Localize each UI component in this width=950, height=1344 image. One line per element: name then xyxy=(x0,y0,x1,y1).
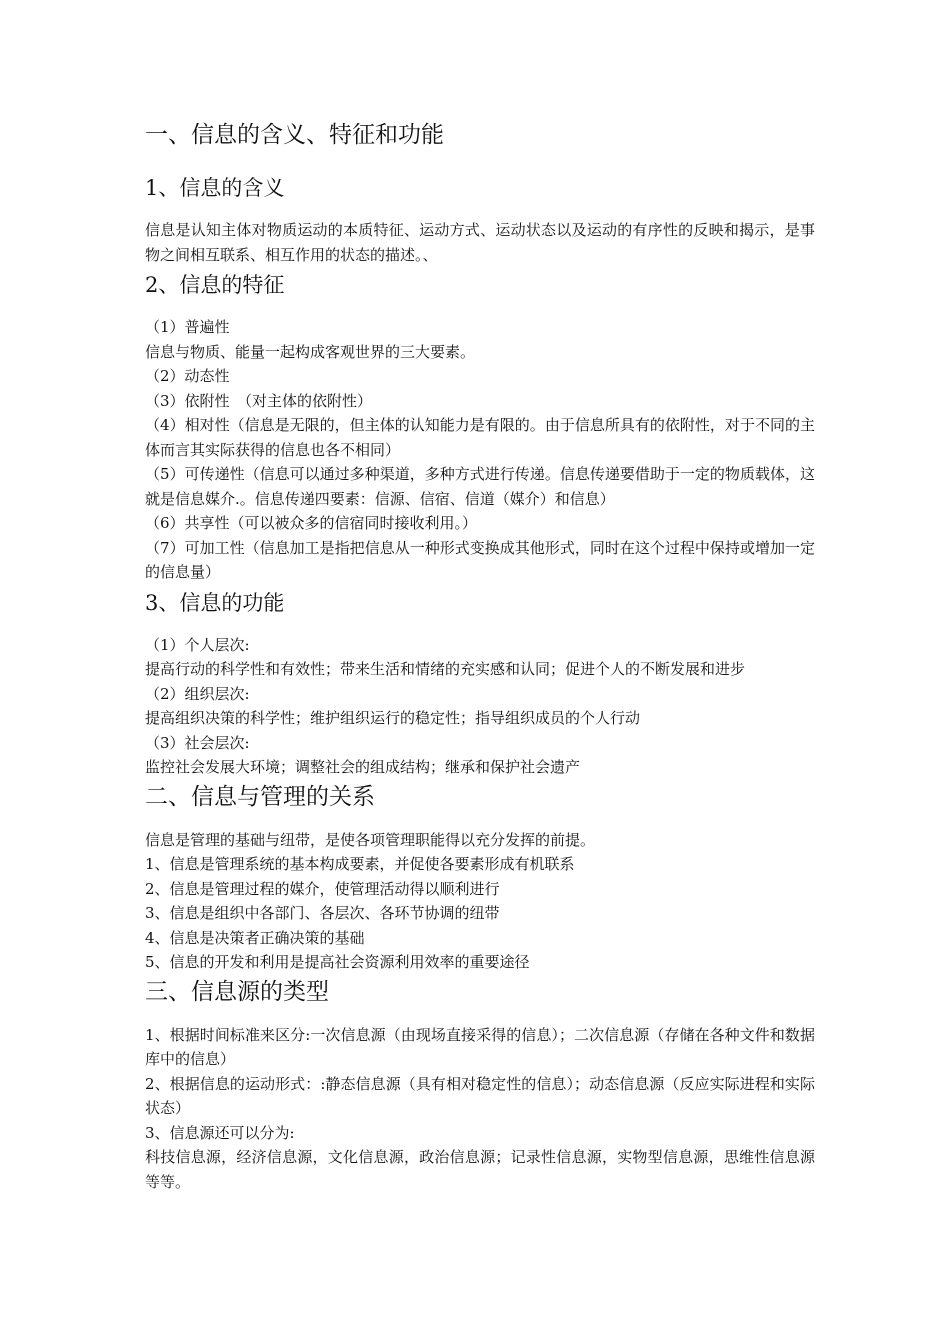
list-item: 信息与物质、能量一起构成客观世界的三大要素。 xyxy=(145,342,476,361)
list-item: 3、信息源还可以分为: xyxy=(145,1123,295,1142)
list-item: （3）依附性 （对主体的依附性） xyxy=(145,391,373,410)
list-item: 1、信息是管理系统的基本构成要素，并促使各要素形成有机联系 xyxy=(145,855,575,873)
list-item: 科技信息源，经济信息源，文化信息源，政治信息源；记录性信息源，实物型信息源，思维性信息源等等。 xyxy=(145,1148,815,1191)
subsection-title: 3、信息的功能 xyxy=(145,590,285,615)
list-item: （1）普遍性 xyxy=(145,318,230,336)
list-item: 2、根据信息的运动形式：:静态信息源（具有相对稳定性的信息）；动态信息源（反应实际进程和实际状态） xyxy=(145,1074,815,1117)
list-item: 提高行动的科学性和有效性；带来生活和情绪的充实感和认同；促进个人的不断发展和进步 xyxy=(145,660,746,678)
subsection-title: 1、信息的含义 xyxy=(145,176,285,200)
list-item: （4）相对性（信息是无限的，但主体的认知能力是有限的。由于信息所具有的依附性，对于不同的主体而言其实际获得的信息也各不相同） xyxy=(145,416,815,459)
paragraph: 信息是认知主体对物质运动的本质特征、运动方式、运动状态以及运动的有序性的反映和揭示，是事物之间相互联系、相互作用的状态的描述。、 xyxy=(145,221,815,264)
list-item: 提高组织决策的科学性；维护组织运行的稳定性；指导组织成员的个人行动 xyxy=(145,709,641,727)
list-item: （2）组织层次: xyxy=(145,684,250,703)
list-item: 2、信息是管理过程的媒介，使管理活动得以顺利进行 xyxy=(145,879,500,898)
list-item: 1、根据时间标准来区分:一次信息源（由现场直接采得的信息）；二次信息源（存储在各种文件和数据库中的信息） xyxy=(145,1025,815,1068)
list-item: （5）可传递性（信息可以通过多种渠道，多种方式进行传递。信息传递要借助于一定的物质载体，这就是信息媒介.。信息传递四要素：信源、信宿、信道（媒介）和信息） xyxy=(145,465,815,508)
section-title: 二、信息与管理的关系 xyxy=(145,783,375,810)
list-item: （7）可加工性（信息加工是指把信息从一种形式变换成其他形式，同时在这个过程中保持或增加一定的信息量） xyxy=(145,538,815,581)
list-item: （1）个人层次: xyxy=(145,635,250,654)
list-item: （6）共享性（可以被众多的信宿同时接收利用。） xyxy=(145,514,478,532)
list-item: 监控社会发展大环境；调整社会的组成结构；继承和保护社会遗产 xyxy=(145,758,581,776)
list-item: 5、信息的开发和利用是提高社会资源利用效率的重要途径 xyxy=(145,953,530,971)
list-item: 4、信息是决策者正确决策的基础 xyxy=(145,928,365,947)
list-item: （3）社会层次: xyxy=(145,733,250,752)
section-title: 一、信息的含义、特征和功能 xyxy=(145,122,444,148)
list-item: 信息是管理的基础与纽带，是使各项管理职能得以充分发挥的前提。 xyxy=(145,830,596,849)
section-title: 三、信息源的类型 xyxy=(145,978,329,1005)
list-item: （2）动态性 xyxy=(145,367,230,385)
subsection-title: 2、信息的特征 xyxy=(145,273,285,297)
document-page xyxy=(145,118,815,1194)
list-item: 3、信息是组织中各部门、各层次、各环节协调的纽带 xyxy=(145,904,500,922)
